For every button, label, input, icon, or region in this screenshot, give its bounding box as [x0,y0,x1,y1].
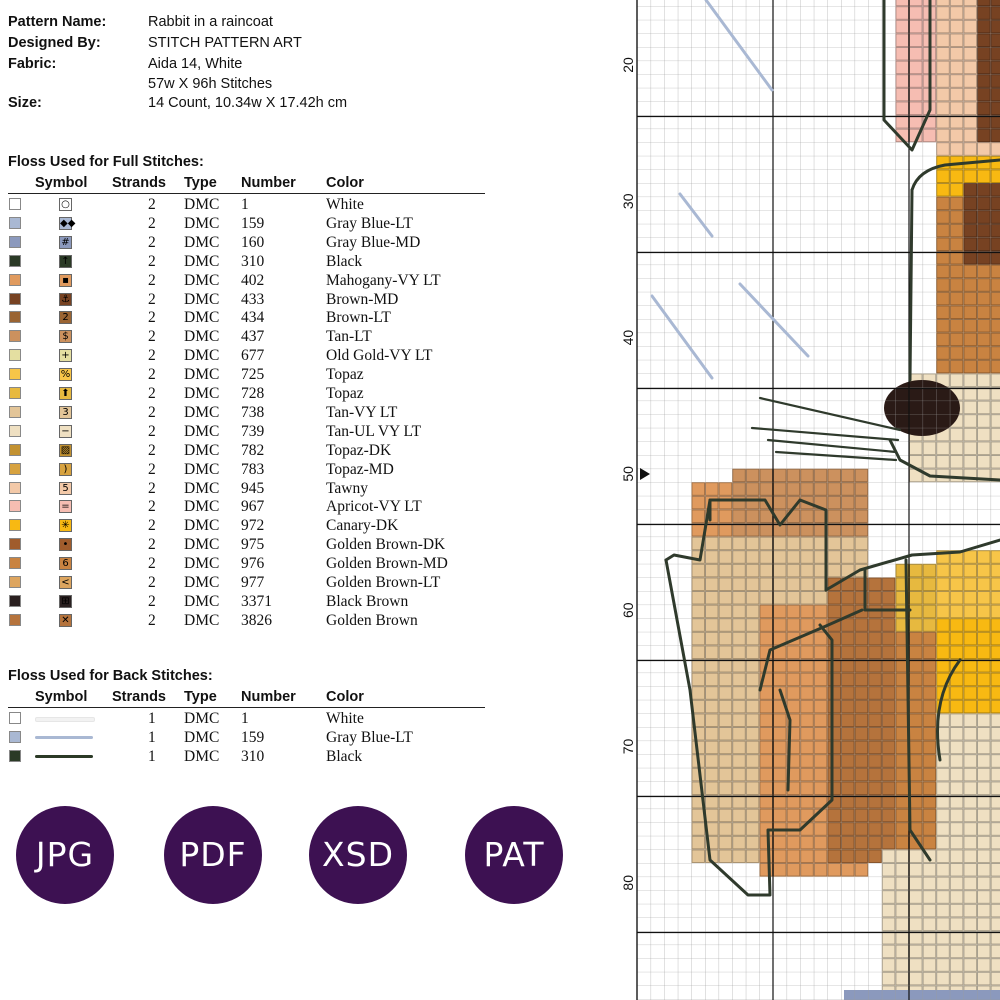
floss-row [0,535,600,554]
color-swatch [9,425,21,437]
floss-number: 728 [241,385,265,402]
backstitch-line-icon [35,755,93,758]
color-swatch [9,198,21,210]
floss-type: DMC [184,196,220,213]
floss-strands: 2 [148,574,156,591]
floss-type: DMC [184,574,220,591]
floss-color-name: Canary-DK [326,517,399,535]
floss-color-name: Mahogany-VY LT [326,271,441,289]
floss-strands: 1 [148,710,156,727]
color-swatch [9,519,21,531]
floss-number: 1 [241,196,249,213]
floss-number: 738 [241,403,265,421]
floss-number: 1 [241,710,249,727]
stitch-symbol-icon: 5 [59,482,72,495]
backstitch-line-icon [35,736,93,739]
floss-strands: 2 [148,366,156,384]
floss-number: 783 [241,460,265,478]
floss-type: DMC [184,592,220,610]
row-label: 40 [620,329,636,346]
floss-strands: 2 [148,347,156,365]
stitch-symbol-icon: $ [59,330,72,343]
stitch-symbol-icon: 3 [59,406,72,419]
floss-row [0,290,600,309]
floss-row [0,271,600,290]
floss-row [0,479,600,498]
header-number: Number [241,175,296,191]
stitch-symbol-icon: ⬆ [59,387,72,400]
color-swatch [9,712,21,724]
row-label: 80 [620,875,636,891]
floss-strands: 2 [148,555,156,573]
floss-type: DMC [184,214,220,232]
floss-strands: 1 [148,747,156,765]
floss-row [0,384,600,403]
size-value: 14 Count, 10.34w X 17.42h cm [148,95,348,111]
back-header-color: Color [326,689,364,705]
back-header-symbol: Symbol [35,689,88,705]
floss-color-name: Golden Brown [326,611,418,629]
floss-strands: 2 [148,422,156,440]
header-symbol: Symbol [35,175,88,191]
floss-number: 975 [241,536,265,554]
floss-row [0,441,600,460]
floss-color-name: Black Brown [326,592,409,610]
floss-number: 160 [241,233,265,251]
floss-row [0,611,600,630]
stitch-symbol-icon: < [59,576,72,589]
floss-strands: 2 [148,403,156,421]
floss-type: DMC [184,441,220,459]
floss-strands: 2 [148,385,156,402]
row-label: 70 [620,738,636,755]
stitch-symbol-icon: 6 [59,557,72,570]
floss-type: DMC [184,536,220,554]
floss-row [0,195,600,214]
floss-row [0,460,600,479]
stitch-symbol-icon: 2 [59,311,72,324]
floss-row [0,308,600,327]
chart-grid [637,0,1000,1000]
floss-strands: 2 [148,441,156,459]
floss-number: 434 [241,309,265,327]
floss-color-name: Topaz-MD [326,460,394,478]
floss-color-name: Golden Brown-MD [326,555,448,573]
floss-strands: 2 [148,479,156,497]
floss-number: 782 [241,441,265,459]
header-color: Color [326,175,364,191]
floss-number: 159 [241,214,265,232]
floss-strands: 2 [148,290,156,308]
backstitch-row [0,747,600,766]
floss-strands: 2 [148,214,156,232]
floss-color-name: Tawny [326,479,368,497]
floss-number: 310 [241,747,265,765]
stitch-symbol-icon: • [59,538,72,551]
floss-row [0,365,600,384]
color-swatch [9,349,21,361]
floss-color-name: Black [326,252,363,270]
floss-strands: 2 [148,498,156,516]
floss-type: DMC [184,271,220,289]
color-swatch [9,330,21,342]
floss-type: DMC [184,290,220,308]
jpg-format-badge[interactable]: JPG [16,806,114,904]
floss-type: DMC [184,403,220,421]
color-swatch [9,750,21,762]
floss-row [0,403,600,422]
floss-type: DMC [184,422,220,440]
floss-type: DMC [184,460,220,478]
color-swatch [9,538,21,550]
stitch-symbol-icon: − [59,425,72,438]
xsd-format-badge[interactable]: XSD [309,806,407,904]
floss-strands: 2 [148,611,156,629]
stitch-symbol-icon: ✳ [59,519,72,532]
floss-color-name: Gray Blue-LT [326,214,413,232]
floss-color-name: Tan-UL VY LT [326,422,422,440]
stitch-symbol-icon: ↑ [59,255,72,268]
floss-number: 976 [241,555,265,573]
color-swatch [9,293,21,305]
stitch-count: 57w X 96h Stitches [148,76,273,92]
floss-type: DMC [184,498,220,516]
floss-type: DMC [184,328,220,346]
back-header-strands: Strands [112,689,166,705]
row-label: 60 [620,602,636,618]
floss-color-name: Tan-VY LT [326,403,398,421]
floss-row [0,516,600,535]
floss-color-name: White [326,710,364,727]
floss-color-name: White [326,196,364,213]
backstitch-line-icon [35,717,95,722]
floss-color-name: Gray Blue-LT [326,728,413,746]
floss-color-name: Topaz [326,385,364,402]
color-swatch [9,368,21,380]
floss-color-name: Brown-MD [326,290,399,308]
floss-type: DMC [184,710,220,727]
floss-color-name: Golden Brown-DK [326,536,446,554]
floss-number: 310 [241,252,265,270]
floss-number: 972 [241,517,265,535]
back-header-type: Type [184,689,217,705]
floss-color-name: Tan-LT [326,328,372,346]
floss-number: 739 [241,422,265,440]
fabric-value: Aida 14, White [148,56,243,72]
designer-name: STITCH PATTERN ART [148,35,302,51]
stitch-symbol-icon: % [60,369,71,381]
floss-number: 433 [241,290,265,308]
floss-color-name: Golden Brown-LT [326,574,441,591]
backstitch-row [0,709,600,728]
floss-color-name: Black [326,747,363,765]
size-label: Size: [8,95,42,111]
floss-color-name: Apricot-VY LT [326,498,422,516]
row-label: 30 [620,193,636,210]
color-swatch [9,444,21,456]
stitch-symbol-icon: ✕ [59,614,72,627]
floss-number: 977 [241,574,265,591]
floss-type: DMC [184,555,220,573]
stitch-symbol-icon: # [59,236,72,249]
floss-number: 437 [241,328,265,346]
floss-number: 402 [241,271,265,289]
floss-color-name: Topaz [326,366,364,384]
floss-strands: 2 [148,252,156,270]
back-header-number: Number [241,689,296,705]
floss-strands: 2 [148,536,156,554]
floss-type: DMC [184,366,220,384]
stitch-symbol-icon: = [59,500,72,513]
floss-strands: 2 [148,309,156,327]
color-swatch [9,406,21,418]
stitch-symbol-icon: ) [59,463,72,476]
floss-number: 945 [241,479,265,497]
stitch-symbol-icon: ◆◆ [60,217,76,229]
floss-type: DMC [184,517,220,535]
color-swatch [9,576,21,588]
stitch-symbol-icon: ▨ [60,444,71,456]
floss-number: 3826 [241,611,272,629]
back-stitches-title: Floss Used for Back Stitches: [8,668,213,684]
color-swatch [9,387,21,399]
pdf-format-badge[interactable]: PDF [164,806,262,904]
floss-type: DMC [184,747,220,765]
floss-color-name: Old Gold-VY LT [326,347,433,365]
backstitch-row [0,728,600,747]
floss-number: 677 [241,347,265,365]
stitch-symbol-icon: + [59,349,72,362]
header-divider [8,193,485,194]
floss-strands: 1 [148,728,156,746]
floss-number: 967 [241,498,265,516]
color-swatch [9,500,21,512]
floss-strands: 2 [148,233,156,251]
floss-type: DMC [184,728,220,746]
row-label: 20 [620,57,636,73]
color-swatch [9,595,21,607]
floss-number: 725 [241,366,265,384]
back-header-divider [8,707,485,708]
floss-number: 3371 [241,592,272,610]
color-swatch [9,557,21,569]
color-swatch [9,274,21,286]
floss-type: DMC [184,252,220,270]
floss-strands: 2 [148,517,156,535]
floss-strands: 2 [148,271,156,289]
floss-strands: 2 [148,592,156,610]
pattern-name-label: Pattern Name: [8,14,107,30]
row-number-labels [620,57,636,891]
stitch-symbol-icon: ▪ [59,274,72,287]
floss-color-name: Gray Blue-MD [326,233,421,251]
color-swatch [9,311,21,323]
floss-type: DMC [184,233,220,251]
floss-row [0,214,600,233]
floss-row [0,573,600,592]
floss-row [0,422,600,441]
floss-row [0,233,600,252]
floss-strands: 2 [148,328,156,346]
outline-stroke [910,190,912,380]
floss-type: DMC [184,385,220,402]
floss-number: 159 [241,728,265,746]
color-swatch [9,614,21,626]
header-strands: Strands [112,175,166,191]
floss-type: DMC [184,479,220,497]
floss-strands: 2 [148,460,156,478]
fabric-label: Fabric: [8,56,57,72]
floss-row [0,346,600,365]
color-swatch [9,255,21,267]
floss-row [0,497,600,516]
pattern-name: Rabbit in a raincoat [148,14,273,30]
color-swatch [9,482,21,494]
row-label: 50 [620,466,636,482]
stitch-symbol-icon: ⚓ [59,293,72,306]
floss-row [0,554,600,573]
color-swatch [9,217,21,229]
full-stitches-title: Floss Used for Full Stitches: [8,154,204,170]
floss-row [0,327,600,346]
floss-row [0,592,600,611]
stitch-symbol-icon: ⊞ [59,595,72,608]
floss-row [0,252,600,271]
color-swatch [9,463,21,475]
pat-format-badge[interactable]: PAT [465,806,563,904]
color-swatch [9,731,21,743]
stitch-symbol-icon: ○ [59,198,72,211]
floss-color-name: Topaz-DK [326,441,392,459]
floss-type: DMC [184,309,220,327]
designed-by-label: Designed By: [8,35,101,51]
floss-type: DMC [184,347,220,365]
floss-color-name: Brown-LT [326,309,391,327]
floss-type: DMC [184,611,220,629]
color-swatch [9,236,21,248]
cross-stitch-chart [600,0,1000,1000]
header-type: Type [184,175,217,191]
floss-strands: 2 [148,196,156,213]
